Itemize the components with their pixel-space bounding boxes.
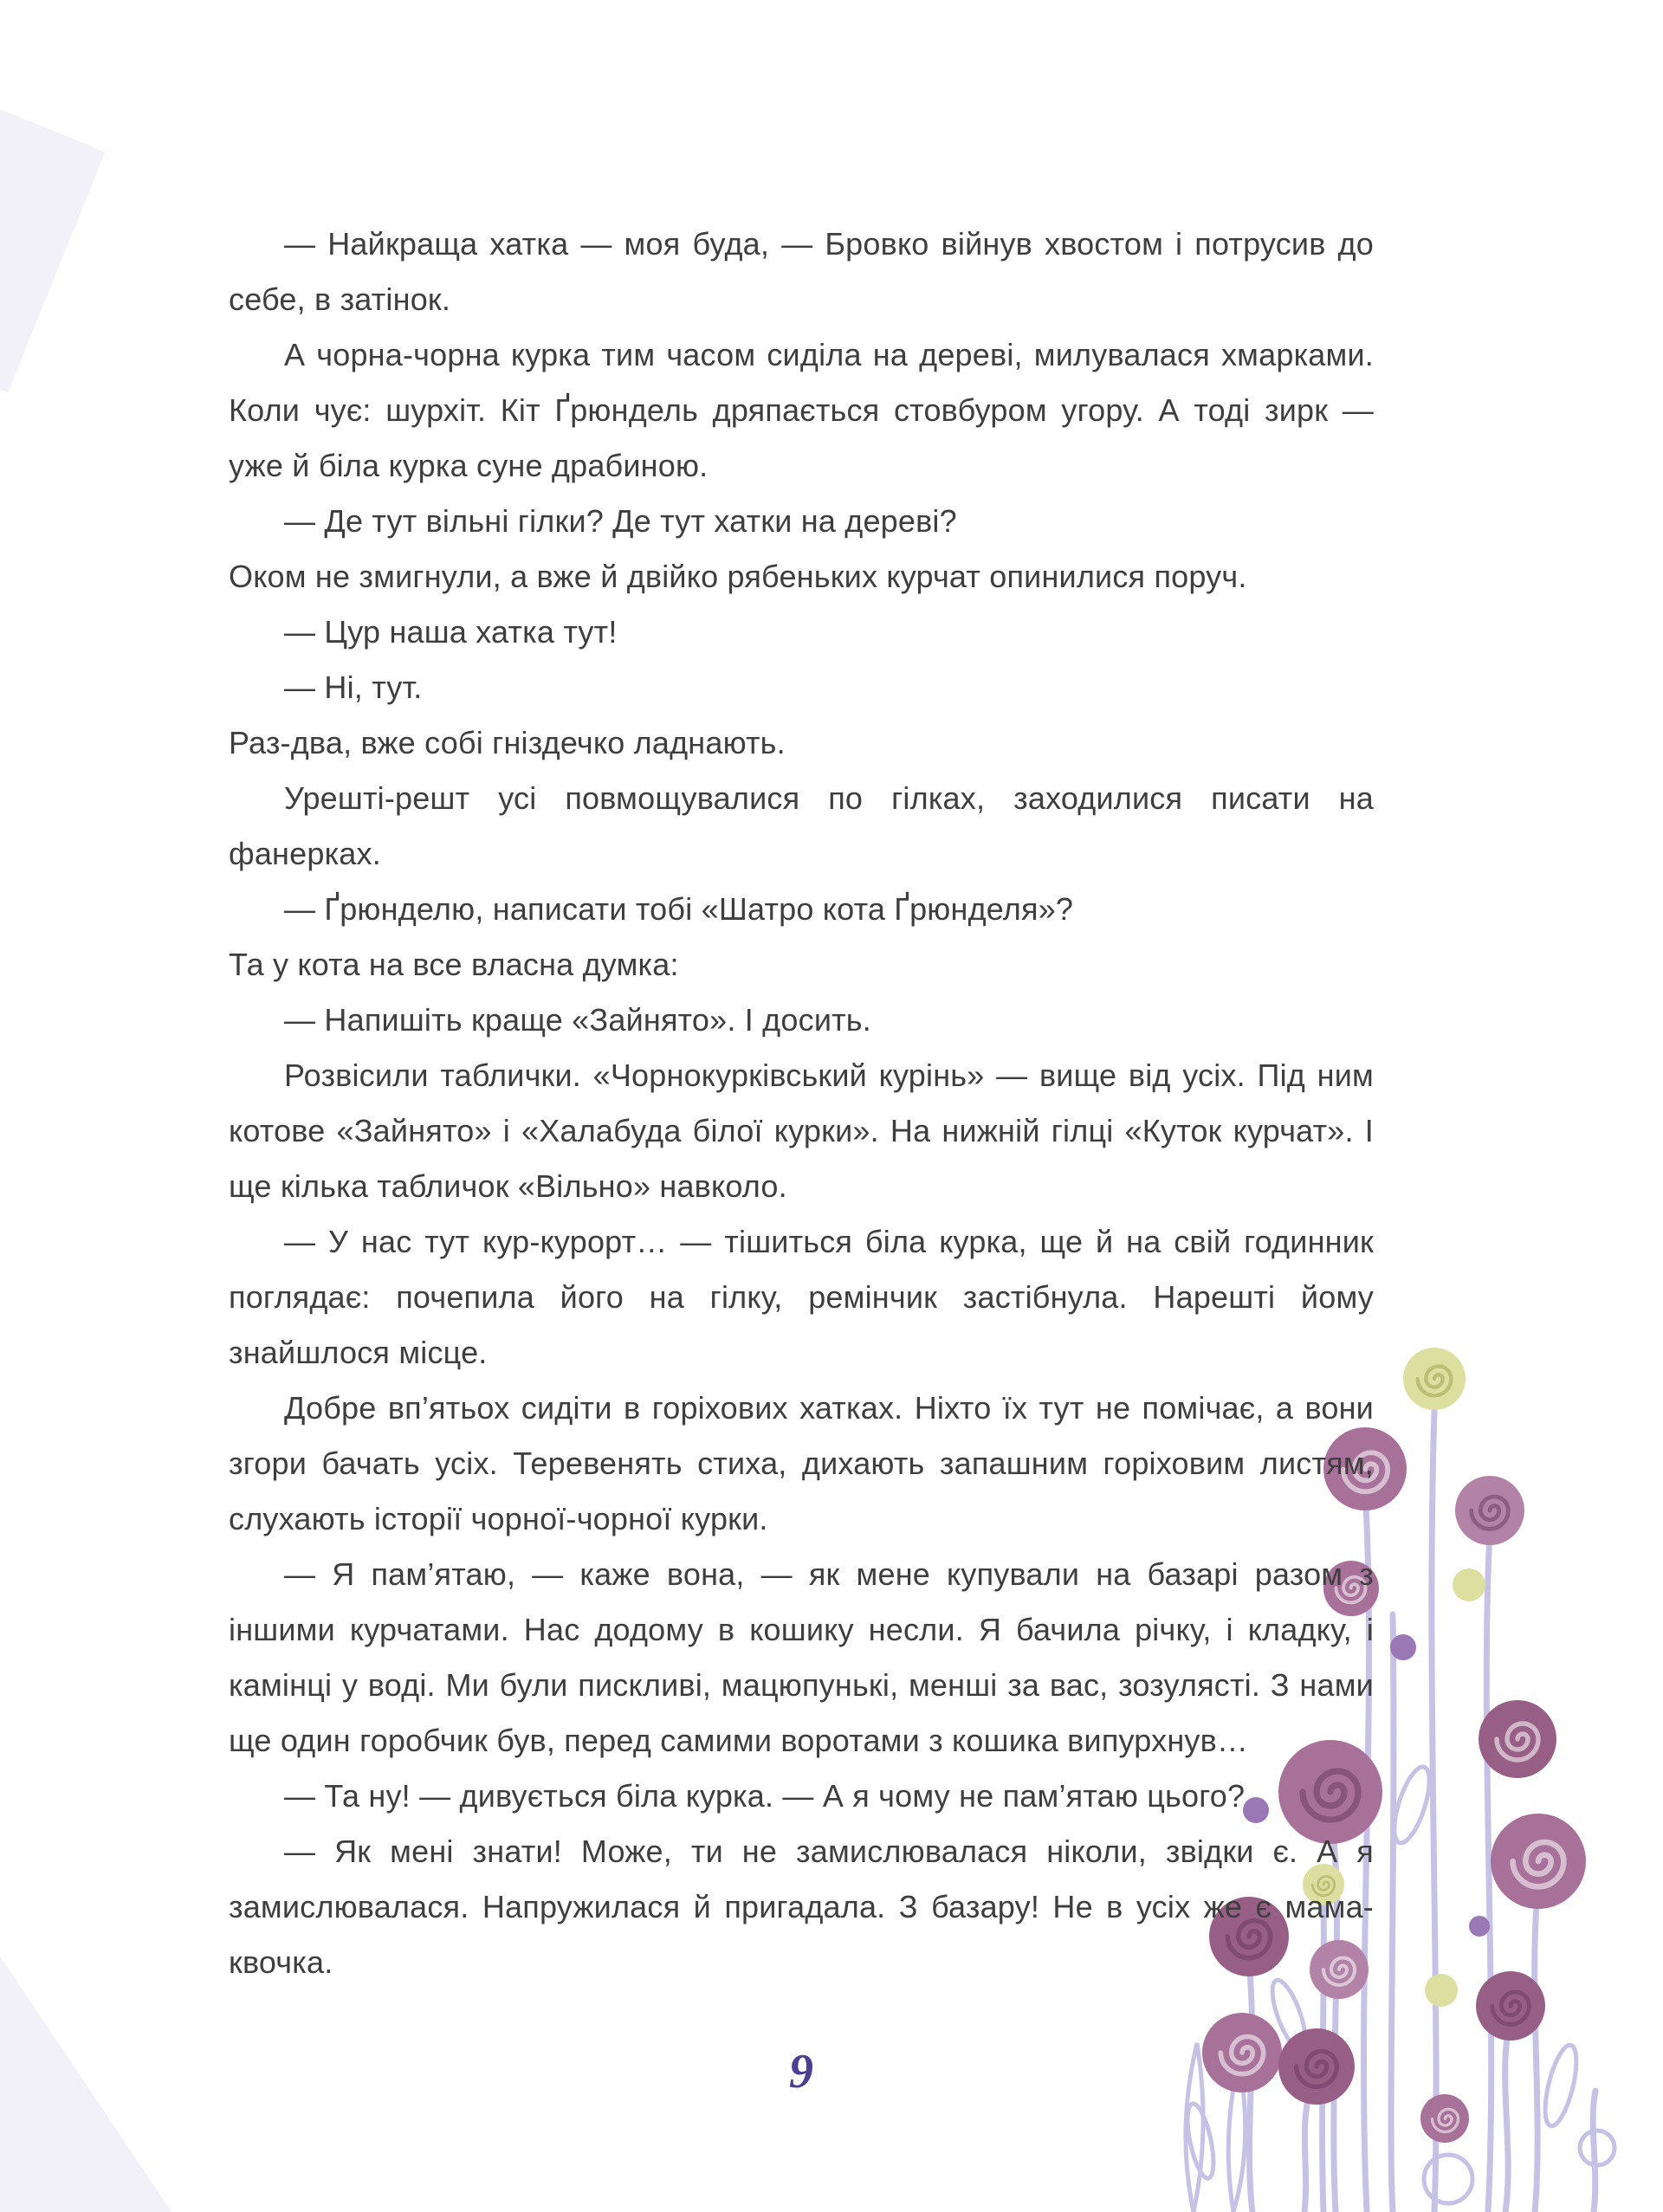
- flower-bud: [1403, 1348, 1466, 1410]
- flower-bud: [1453, 1568, 1485, 1601]
- flower-bud: [1455, 1476, 1524, 1545]
- flower-bud: [1476, 1971, 1545, 2041]
- paragraph: — Напишіть краще «Зайнято». І досить.: [284, 1002, 871, 1038]
- paragraph: Розвісили таблички. «Чорнокурківський курінь» — вище від усіх. Під ним котове «Зайнято» і «Халабуда білої курки». На нижній гілці «Куток курчат». І ще кілька табличок «Вільно» навколо.: [229, 1057, 1374, 1204]
- paragraph: Та у кота на все власна думка:: [229, 947, 679, 982]
- paragraph: А чорна-чорна курка тим часом сиділа на дереві, милувалася хмарками. Коли чує: шурхіт. Кіт Ґрюндель дряпається стовбуром угору. А тоді зирк — уже й біла курка суне драбиною.: [229, 337, 1374, 483]
- paragraph: — Ґрюнделю, написати тобі «Шатро кота Ґрюнделя»?: [284, 891, 1074, 927]
- paragraph: Добре вп’ятьох сидіти в горіхових хатках. Ніхто їх тут не помічає, а вони згори бачать усіх. Теревенять стиха, дихають запашним горіховим листям, слухають історії чорної-чорної курки.: [229, 1390, 1374, 1536]
- flower-bud: [1420, 2094, 1469, 2143]
- corner-decoration-top-left: [0, 110, 105, 393]
- paragraph: — Де тут вільні гілки? Де тут хатки на дереві?: [284, 503, 957, 539]
- paragraph: Оком не змигнули, а вже й двійко рябеньких курчат опинилися поруч.: [229, 559, 1247, 594]
- paragraph: — Як мені знати! Може, ти не замислювалася ніколи, звідки є. А я замислювалася. Напружилася й пригадала. З базару! Не в усіх же є мама-квочка.: [229, 1834, 1374, 1980]
- flower-bud: [1390, 1634, 1416, 1660]
- flower-bud: [1479, 1700, 1556, 1778]
- flower-bud: [1469, 1916, 1490, 1937]
- paragraph: — Цур наша хатка тут!: [284, 614, 618, 650]
- paragraph: — У нас тут кур-курорт… — тішиться біла курка, ще й на свій годинник поглядає: почепила його на гілку, ремінчик застібнула. Нарешті йому знайшлося місце.: [229, 1224, 1374, 1370]
- paragraph: Урешті-решт усі повмощувалися по гілках, заходилися писати на фанерках.: [229, 780, 1374, 871]
- paragraph: — Я пам’ятаю, — каже вона, — як мене купували на базарі разом з іншими курчатами. Нас додому в кошику несли. Я бачила річку, і кладку, і камінці у воді. Ми були пискливі, мацюпунькі, менші за вас, зозулясті. З нами ще один горобчик був, перед самими воротами з кошика випурхнув…: [229, 1556, 1374, 1758]
- paragraph: — Ні, тут.: [284, 669, 423, 705]
- flower-bud: [1491, 1814, 1586, 1909]
- paragraph: — Та ну! — дивується біла курка. — А я чому не пам’ятаю цього?: [284, 1778, 1246, 1814]
- story-text: [229, 217, 1374, 1990]
- flower-bud: [1425, 1974, 1458, 2007]
- paragraph: — Найкраща хатка — моя буда, — Бровко війнув хвостом і потрусив до себе, в затінок.: [229, 226, 1374, 317]
- page-number: 9: [789, 2045, 813, 2099]
- paragraph: Раз-два, вже собі гніздечко ладнають.: [229, 725, 786, 760]
